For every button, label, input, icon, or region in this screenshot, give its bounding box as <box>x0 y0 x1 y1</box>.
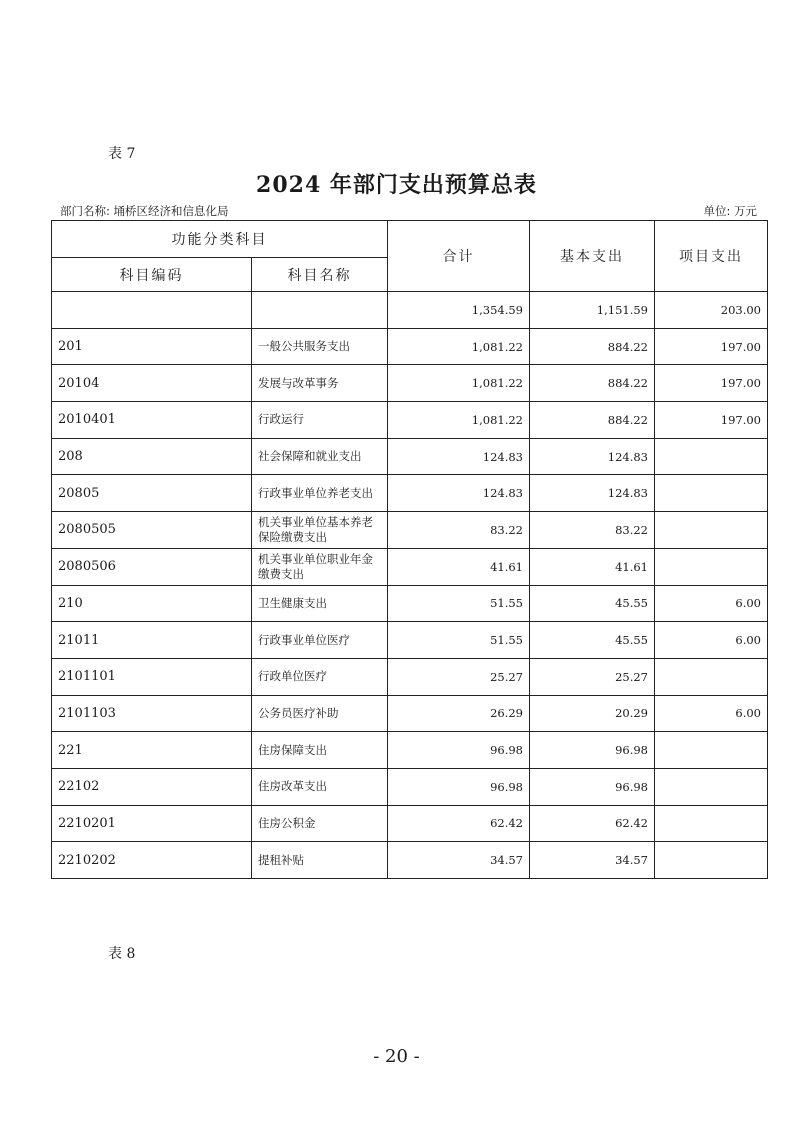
project-value: 6.00 <box>655 695 768 732</box>
basic-value: 41.61 <box>530 548 655 585</box>
project-value <box>655 475 768 512</box>
table-row <box>52 365 768 402</box>
header-project-expense: 项目支出 <box>655 221 768 292</box>
basic-value: 83.22 <box>530 512 655 549</box>
project-value <box>655 438 768 475</box>
project-value <box>655 658 768 695</box>
total-value: 96.98 <box>388 768 530 805</box>
subject-code: 2210202 <box>52 842 252 879</box>
total-value: 26.29 <box>388 695 530 732</box>
subject-code: 2080505 <box>52 512 252 549</box>
total-value: 62.42 <box>388 805 530 842</box>
subject-name: 机关事业单位职业年金缴费支出 <box>252 548 388 585</box>
table-label: 表 7 <box>108 146 136 162</box>
subject-name: 一般公共服务支出 <box>252 328 388 365</box>
subject-name: 卫生健康支出 <box>252 585 388 622</box>
table-row <box>52 585 768 622</box>
basic-value: 45.55 <box>530 585 655 622</box>
project-value: 197.00 <box>655 402 768 439</box>
budget-table <box>51 220 768 879</box>
subject-code: 22102 <box>52 768 252 805</box>
table-row <box>52 548 768 585</box>
document-title: 2024 年部门支出预算总表 <box>256 172 537 198</box>
header-subject-name: 科目名称 <box>252 258 388 292</box>
subject-name: 住房改革支出 <box>252 768 388 805</box>
basic-value: 1,151.59 <box>530 292 655 329</box>
total-value: 124.83 <box>388 438 530 475</box>
table-row <box>52 328 768 365</box>
subject-name: 行政事业单位医疗 <box>252 622 388 659</box>
table-row <box>52 512 768 549</box>
header-subject-code: 科目编码 <box>52 258 252 292</box>
department-name: 部门名称: 埇桥区经济和信息化局 <box>60 204 229 218</box>
subject-name: 住房保障支出 <box>252 732 388 769</box>
total-value: 51.55 <box>388 585 530 622</box>
total-value: 96.98 <box>388 732 530 769</box>
header-function-category: 功能分类科目 <box>52 221 388 258</box>
table-row <box>52 475 768 512</box>
total-value: 1,081.22 <box>388 365 530 402</box>
project-value: 197.00 <box>655 365 768 402</box>
table-row <box>52 438 768 475</box>
project-value: 6.00 <box>655 622 768 659</box>
table-row <box>52 402 768 439</box>
table-row <box>52 292 768 329</box>
table-row <box>52 805 768 842</box>
subject-name: 提租补贴 <box>252 842 388 879</box>
total-value: 83.22 <box>388 512 530 549</box>
project-value: 6.00 <box>655 585 768 622</box>
basic-value: 124.83 <box>530 475 655 512</box>
table-row <box>52 695 768 732</box>
subject-code: 20805 <box>52 475 252 512</box>
table-row <box>52 622 768 659</box>
total-value: 1,354.59 <box>388 292 530 329</box>
basic-value: 96.98 <box>530 732 655 769</box>
subject-name: 社会保障和就业支出 <box>252 438 388 475</box>
basic-value: 884.22 <box>530 402 655 439</box>
table-row <box>52 842 768 879</box>
basic-value: 34.57 <box>530 842 655 879</box>
project-value <box>655 842 768 879</box>
table-row <box>52 732 768 769</box>
subject-code: 2101101 <box>52 658 252 695</box>
subject-name: 发展与改革事务 <box>252 365 388 402</box>
header-total: 合计 <box>388 221 530 292</box>
basic-value: 124.83 <box>530 438 655 475</box>
subject-code: 221 <box>52 732 252 769</box>
subject-name <box>252 292 388 329</box>
subject-name: 公务员医疗补助 <box>252 695 388 732</box>
project-value <box>655 548 768 585</box>
subject-code: 2080506 <box>52 548 252 585</box>
unit-label: 单位: 万元 <box>703 204 757 218</box>
project-value: 203.00 <box>655 292 768 329</box>
basic-value: 62.42 <box>530 805 655 842</box>
basic-value: 25.27 <box>530 658 655 695</box>
total-value: 124.83 <box>388 475 530 512</box>
subject-code: 210 <box>52 585 252 622</box>
basic-value: 884.22 <box>530 365 655 402</box>
subject-name: 机关事业单位基本养老保险缴费支出 <box>252 512 388 549</box>
project-value <box>655 768 768 805</box>
subject-code: 20104 <box>52 365 252 402</box>
table-row <box>52 768 768 805</box>
subject-name: 行政运行 <box>252 402 388 439</box>
total-value: 34.57 <box>388 842 530 879</box>
subject-code: 2010401 <box>52 402 252 439</box>
next-table-label: 表 8 <box>108 946 136 962</box>
basic-value: 20.29 <box>530 695 655 732</box>
subject-name: 住房公积金 <box>252 805 388 842</box>
page-number: - 20 - <box>373 1046 420 1067</box>
subject-code: 208 <box>52 438 252 475</box>
table-row <box>52 658 768 695</box>
total-value: 25.27 <box>388 658 530 695</box>
basic-value: 884.22 <box>530 328 655 365</box>
subject-code: 201 <box>52 328 252 365</box>
total-value: 51.55 <box>388 622 530 659</box>
total-value: 1,081.22 <box>388 402 530 439</box>
project-value <box>655 805 768 842</box>
subject-code: 2210201 <box>52 805 252 842</box>
subject-name: 行政事业单位养老支出 <box>252 475 388 512</box>
project-value <box>655 512 768 549</box>
basic-value: 45.55 <box>530 622 655 659</box>
total-value: 41.61 <box>388 548 530 585</box>
basic-value: 96.98 <box>530 768 655 805</box>
subject-code: 2101103 <box>52 695 252 732</box>
subject-code: 21011 <box>52 622 252 659</box>
project-value: 197.00 <box>655 328 768 365</box>
project-value <box>655 732 768 769</box>
subject-name: 行政单位医疗 <box>252 658 388 695</box>
subject-code <box>52 292 252 329</box>
total-value: 1,081.22 <box>388 328 530 365</box>
budget-table-body <box>52 292 768 879</box>
header-basic-expense: 基本支出 <box>530 221 655 292</box>
